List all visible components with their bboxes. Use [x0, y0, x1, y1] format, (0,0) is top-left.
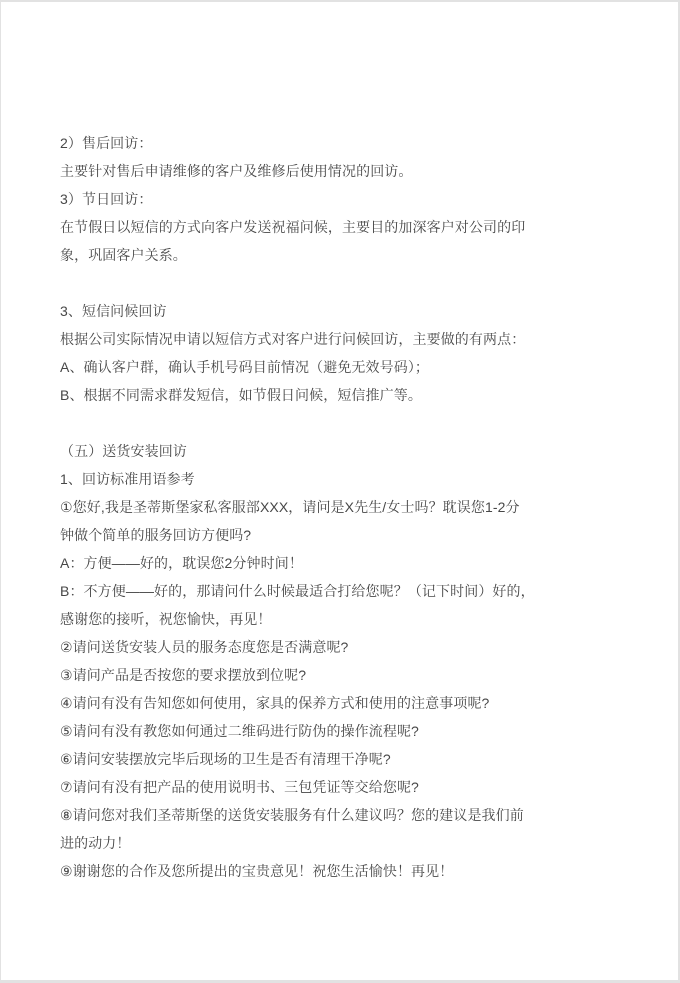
- text-line: 3、短信问候回访: [60, 303, 167, 319]
- text-line: （五）送货安装回访: [60, 443, 187, 459]
- text-line: B、根据不同需求群发短信，如节假日问候，短信推广等。: [60, 387, 422, 403]
- text-line: A：方便——好的，耽误您2分钟时间！: [60, 555, 303, 571]
- text-line: 2）售后回访：: [60, 135, 153, 151]
- text-line: 3）节日回访：: [60, 191, 153, 207]
- text-line: 感谢您的接听，祝您愉快，再见！: [60, 611, 272, 627]
- text-line: 钟做个简单的服务回访方便吗?: [60, 527, 252, 543]
- text-line: ⑨谢谢您的合作及您所提出的宝贵意见！祝您生活愉快！再见！: [60, 863, 454, 879]
- blank-line: [60, 409, 620, 437]
- blank-line: [60, 269, 620, 297]
- text-line: ⑥请问安装摆放完毕后现场的卫生是否有清理干净呢?: [60, 751, 391, 767]
- text-line: ①您好,我是圣蒂斯堡家私客服部XXX，请问是X先生/女士吗？耽误您1-2分: [60, 499, 520, 515]
- text-line: 1、回访标准用语参考: [60, 471, 195, 487]
- text-line: 象，巩固客户关系。: [60, 247, 187, 263]
- text-line: ③请问产品是否按您的要求摆放到位呢?: [60, 667, 307, 683]
- document-text: [60, 129, 620, 885]
- text-line: A、确认客户群，确认手机号码目前情况（避免无效号码）；: [60, 359, 430, 375]
- text-line: ⑦请问有没有把产品的使用说明书、三包凭证等交给您呢?: [60, 779, 419, 795]
- text-line: 在节假日以短信的方式向客户发送祝福问候，主要目的加深客户对公司的印: [60, 219, 526, 235]
- text-line: 根据公司实际情况申请以短信方式对客户进行问候回访，主要做的有两点：: [60, 331, 526, 347]
- text-line: ②请问送货安装人员的服务态度您是否满意呢?: [60, 639, 349, 655]
- text-line: ④请问有没有告知您如何使用，家具的保养方式和使用的注意事项呢?: [60, 695, 490, 711]
- text-line: B：不方便——好的，那请问什么时候最适合打给您呢？（记下时间）好的，: [60, 583, 535, 599]
- text-line: 主要针对售后申请维修的客户及维修后使用情况的回访。: [60, 163, 413, 179]
- text-line: ⑧请问您对我们圣蒂斯堡的送货安装服务有什么建议吗？您的建议是我们前: [60, 807, 524, 823]
- text-line: ⑤请问有没有教您如何通过二维码进行防伪的操作流程呢?: [60, 723, 419, 739]
- text-line: 进的动力！: [60, 835, 131, 851]
- document-page: [1, 2, 678, 980]
